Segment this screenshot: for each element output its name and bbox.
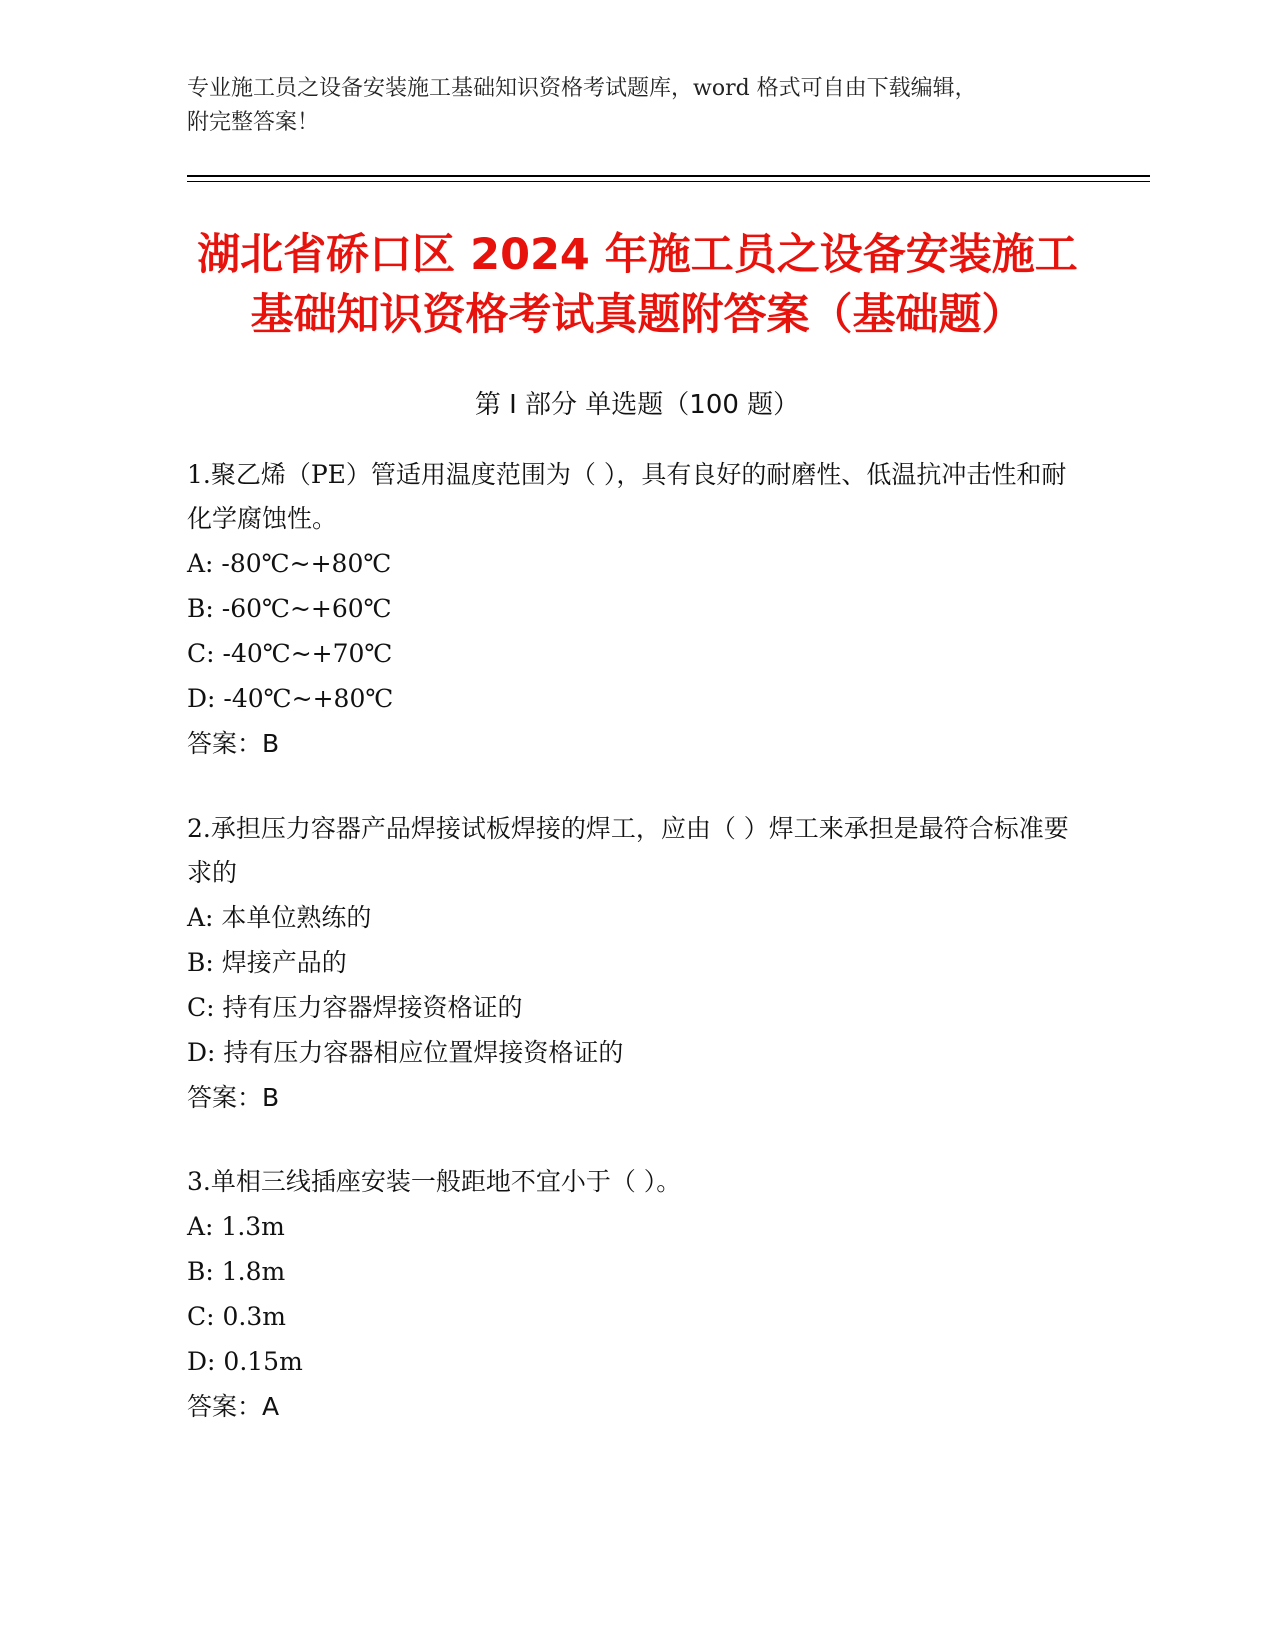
document-title-line-2: 基础知识资格考试真题附答案（基础题）	[250, 290, 1025, 340]
option-c: C: 持有压力容器焊接资格证的	[187, 993, 523, 1022]
question-3	[187, 1160, 1087, 1429]
header-note: 专业施工员之设备安装施工基础知识资格考试题库，word 格式可自由下载编辑， 附完整答案！	[187, 76, 977, 135]
header-divider-thick	[187, 175, 1150, 177]
answer-line: 答案：B	[187, 1083, 280, 1112]
answer-line: 答案：B	[187, 729, 280, 758]
section-heading: 第 I 部分 单选题（100 题）	[474, 390, 800, 420]
document-title	[175, 225, 1100, 345]
option-a: A: 本单位熟练的	[187, 903, 372, 932]
option-c: C: -40℃~+70℃	[187, 639, 393, 668]
document-title-line-1: 湖北省硚口区 2024 年施工员之设备安装施工	[197, 230, 1078, 280]
question-stem: 2.承担压力容器产品焊接试板焊接的焊工，应由（ ）焊工来承担是最符合标准要求的	[187, 814, 1069, 887]
option-b: B: 1.8m	[187, 1257, 286, 1286]
option-a: A: -80℃~+80℃	[187, 549, 392, 578]
header-divider-thin	[187, 181, 1150, 182]
option-d: D: 0.15m	[187, 1347, 303, 1376]
question-2	[187, 807, 1087, 1120]
question-stem: 3.单相三线插座安装一般距地不宜小于（ ）。	[187, 1167, 682, 1196]
question-stem: 1.聚乙烯（PE）管适用温度范围为（ ），具有良好的耐磨性、低温抗冲击性和耐化学腐蚀性。	[187, 460, 1067, 533]
option-d: D: 持有压力容器相应位置焊接资格证的	[187, 1038, 624, 1067]
option-b: B: 焊接产品的	[187, 948, 347, 977]
answer-line: 答案：A	[187, 1392, 280, 1421]
question-1	[187, 453, 1087, 766]
option-d: D: -40℃~+80℃	[187, 684, 394, 713]
option-b: B: -60℃~+60℃	[187, 594, 392, 623]
option-c: C: 0.3m	[187, 1302, 286, 1331]
option-a: A: 1.3m	[187, 1212, 285, 1241]
